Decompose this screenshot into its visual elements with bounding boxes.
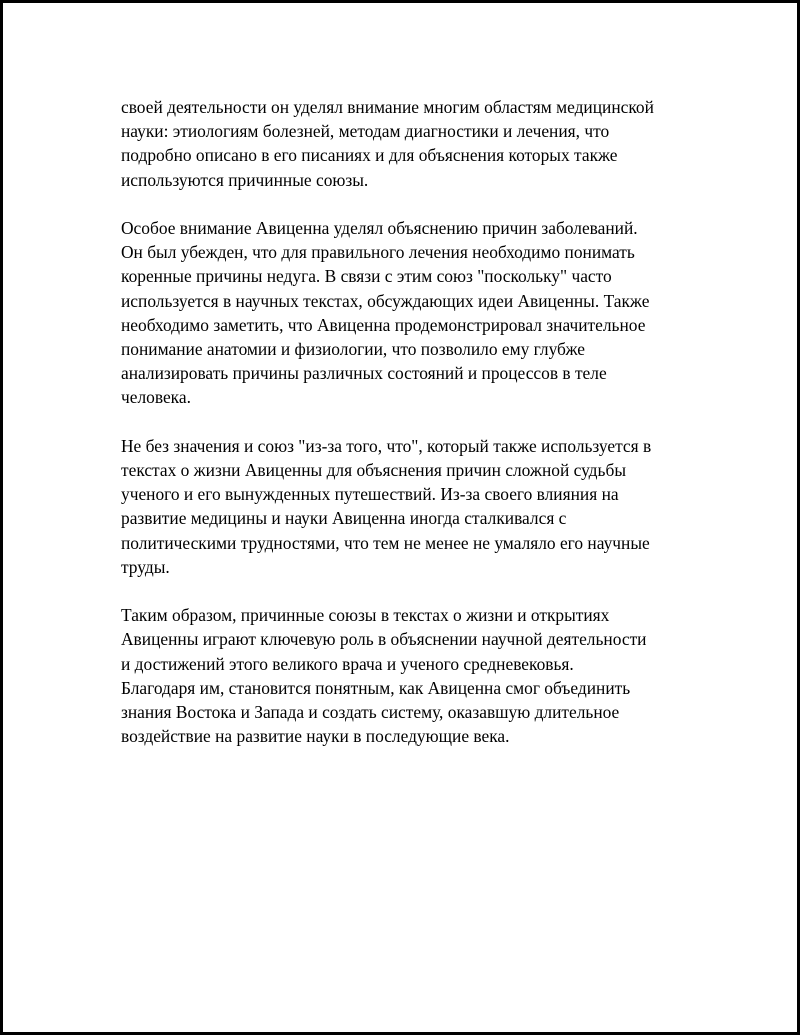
text-line: воздействие на развитие науки в последующие века.	[121, 726, 510, 747]
text-line: Он был убежден, что для правильного лечения необходимо понимать	[121, 242, 635, 263]
text-line: используется в научных текстах, обсуждающих идеи Авиценны. Также	[121, 290, 650, 311]
document-body	[121, 95, 691, 773]
text-line: и достижений этого великого врача и ученого средневековья.	[121, 653, 574, 674]
text-line: подробно описано в его писаниях и для объяснения которых также	[121, 145, 618, 166]
text-line: Авиценны играют ключевую роль в объяснении научной деятельности	[121, 629, 647, 650]
text-line: политическими трудностями, что тем не менее не умаляло его научные	[121, 532, 650, 553]
text-line: своей деятельности он уделял внимание многим областям медицинской	[121, 97, 654, 117]
text-line: понимание анатомии и физиологии, что позволило ему глубже	[121, 339, 585, 360]
text-line: ученого и его вынужденных путешествий. Из-за своего влияния на	[121, 484, 619, 505]
text-line: развитие медицины и науки Авиценна иногда сталкивался с	[121, 508, 567, 529]
text-line: используются причинные союзы.	[121, 169, 369, 190]
text-line: человека.	[121, 387, 191, 408]
text-line: Не без значения и союз "из-за того, что", который также используется в	[121, 435, 652, 456]
text-line: Особое внимание Авиценна уделял объяснению причин заболеваний.	[121, 218, 638, 238]
text-line: коренные причины недуга. В связи с этим союз "поскольку" часто	[121, 266, 612, 287]
text-line: труды.	[121, 556, 170, 577]
text-line: текстах о жизни Авиценны для объяснения причин сложной судьбы	[121, 460, 626, 481]
text-line: Благодаря им, становится понятным, как Авиценна смог объединить	[121, 677, 631, 698]
paragraph-3	[121, 434, 691, 579]
text-line: знания Востока и Запада и создать систему, оказавшую длительное	[121, 702, 620, 723]
text-line: науки: этиологиям болезней, методам диагностики и лечения, что	[121, 121, 610, 142]
text-line: Таким образом, причинные союзы в текстах о жизни и открытиях	[121, 605, 610, 626]
paragraph-1	[121, 95, 691, 192]
paragraph-2	[121, 216, 691, 410]
text-line: необходимо заметить, что Авиценна продемонстрировал значительное	[121, 314, 646, 335]
text-line: анализировать причины различных состояний и процессов в теле	[121, 363, 607, 384]
paragraph-4	[121, 603, 691, 748]
